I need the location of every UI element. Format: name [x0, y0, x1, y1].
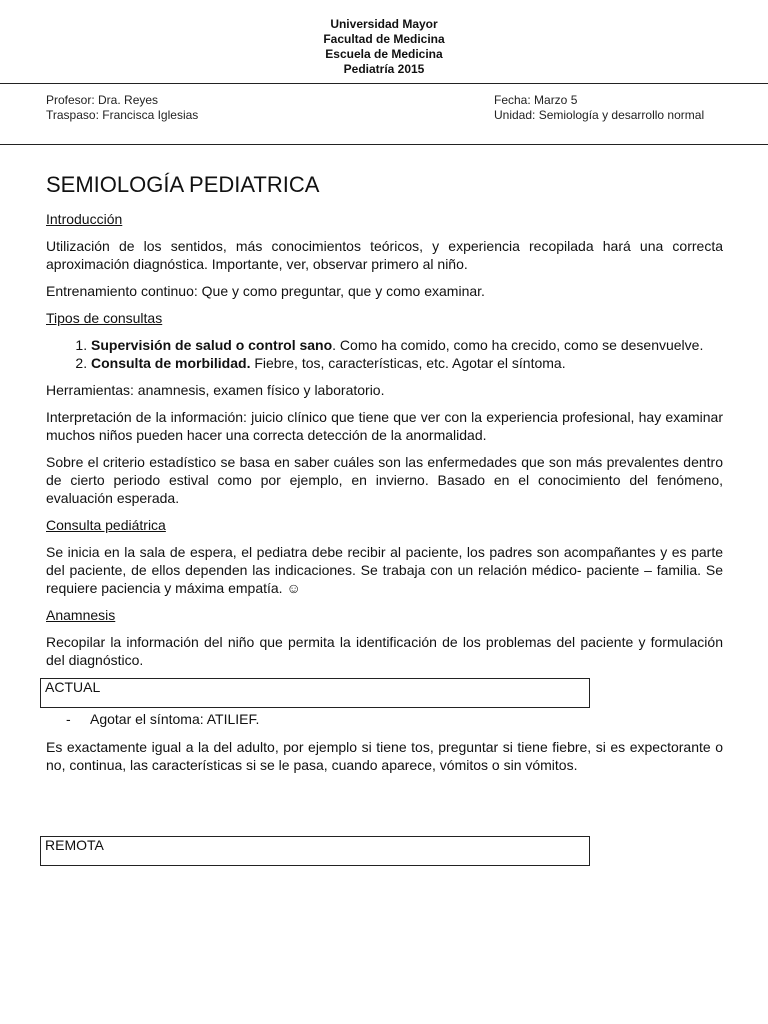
section-heading-consulta: Consulta pediátrica — [46, 517, 166, 533]
document-title: SEMIOLOGÍA PEDIATRICA — [46, 172, 320, 197]
actual-paragraph: Es exactamente igual a la del adulto, por ejemplo si tiene tos, preguntar si tiene fiebre, si es expectorante o no, continua, las características si se le pasa, cuando aparece, vómitos o sin vómitos. — [46, 739, 723, 773]
header-university: Universidad Mayor — [330, 17, 438, 31]
remota-box: REMOTA — [40, 836, 590, 866]
header-faculty: Facultad de Medicina — [323, 32, 445, 46]
meta-fecha: Fecha: Marzo 5 — [494, 93, 578, 107]
section-heading-introduccion: Introducción — [46, 211, 123, 227]
header-school: Escuela de Medicina — [325, 47, 443, 61]
meta-right — [494, 93, 704, 123]
consult-paragraph: Se inicia en la sala de espera, el pediatra debe recibir al paciente, los padres son acompañantes y es parte del paciente, de ellos dependen las indicaciones. Se trabaja con un relación médico- paciente – familia. Se requiere paciencia y máxima empatía. ☺ — [46, 544, 723, 596]
meta-unidad: Unidad: Semiología y desarrollo normal — [494, 108, 705, 122]
list-item-text: . Como ha comido, como ha crecido, como se desenvuelve. — [332, 337, 704, 353]
document-body — [46, 170, 723, 868]
document-header — [0, 17, 768, 77]
list-item — [91, 336, 723, 354]
section-heading-anamnesis: Anamnesis — [46, 607, 116, 623]
consult-types-list — [46, 336, 723, 372]
list-item: - Agotar el síntoma: ATILIEF. — [66, 710, 723, 728]
meta-profesor: Profesor: Dra. Reyes — [46, 93, 159, 107]
criterion-paragraph: Sobre el criterio estadístico se basa en saber cuáles son las enfermedades que son más prevalentes dentro de cierto periodo estival como por ejemplo, en invierno. Basado en el conocimiento del fenómeno, evaluación esperada. — [46, 454, 723, 506]
list-item — [91, 354, 723, 372]
actual-list — [46, 710, 723, 728]
intro-paragraph: Utilización de los sentidos, más conocimientos teóricos, y experiencia recopilada hará una correcta aproximación diagnóstica. Importante, ver, observar primero al niño. — [46, 238, 723, 272]
training-paragraph: Entrenamiento continuo: Que y como preguntar, que y como examinar. — [46, 283, 485, 299]
header-course: Pediatría 2015 — [343, 62, 425, 76]
meta-divider — [0, 144, 768, 145]
header-divider — [0, 83, 768, 84]
anamnesis-paragraph: Recopilar la información del niño que permita la identificación de los problemas del paciente y formulación del diagnóstico. — [46, 634, 723, 668]
list-item-bold: Consulta de morbilidad. — [91, 355, 251, 371]
list-item-bold: Supervisión de salud o control sano — [91, 337, 333, 353]
meta-traspaso: Traspaso: Francisca Iglesias — [46, 108, 199, 122]
meta-left — [46, 93, 198, 123]
section-heading-tipos: Tipos de consultas — [46, 310, 163, 326]
tools-paragraph: Herramientas: anamnesis, examen físico y laboratorio. — [46, 382, 385, 398]
interpretation-paragraph: Interpretación de la información: juicio clínico que tiene que ver con la experiencia profesional, hay examinar muchos niños pueden hacer una correcta detección de la anormalidad. — [46, 409, 723, 443]
actual-box: ACTUAL — [40, 678, 590, 708]
list-item-text: Fiebre, tos, características, etc. Agotar el síntoma. — [250, 355, 566, 371]
